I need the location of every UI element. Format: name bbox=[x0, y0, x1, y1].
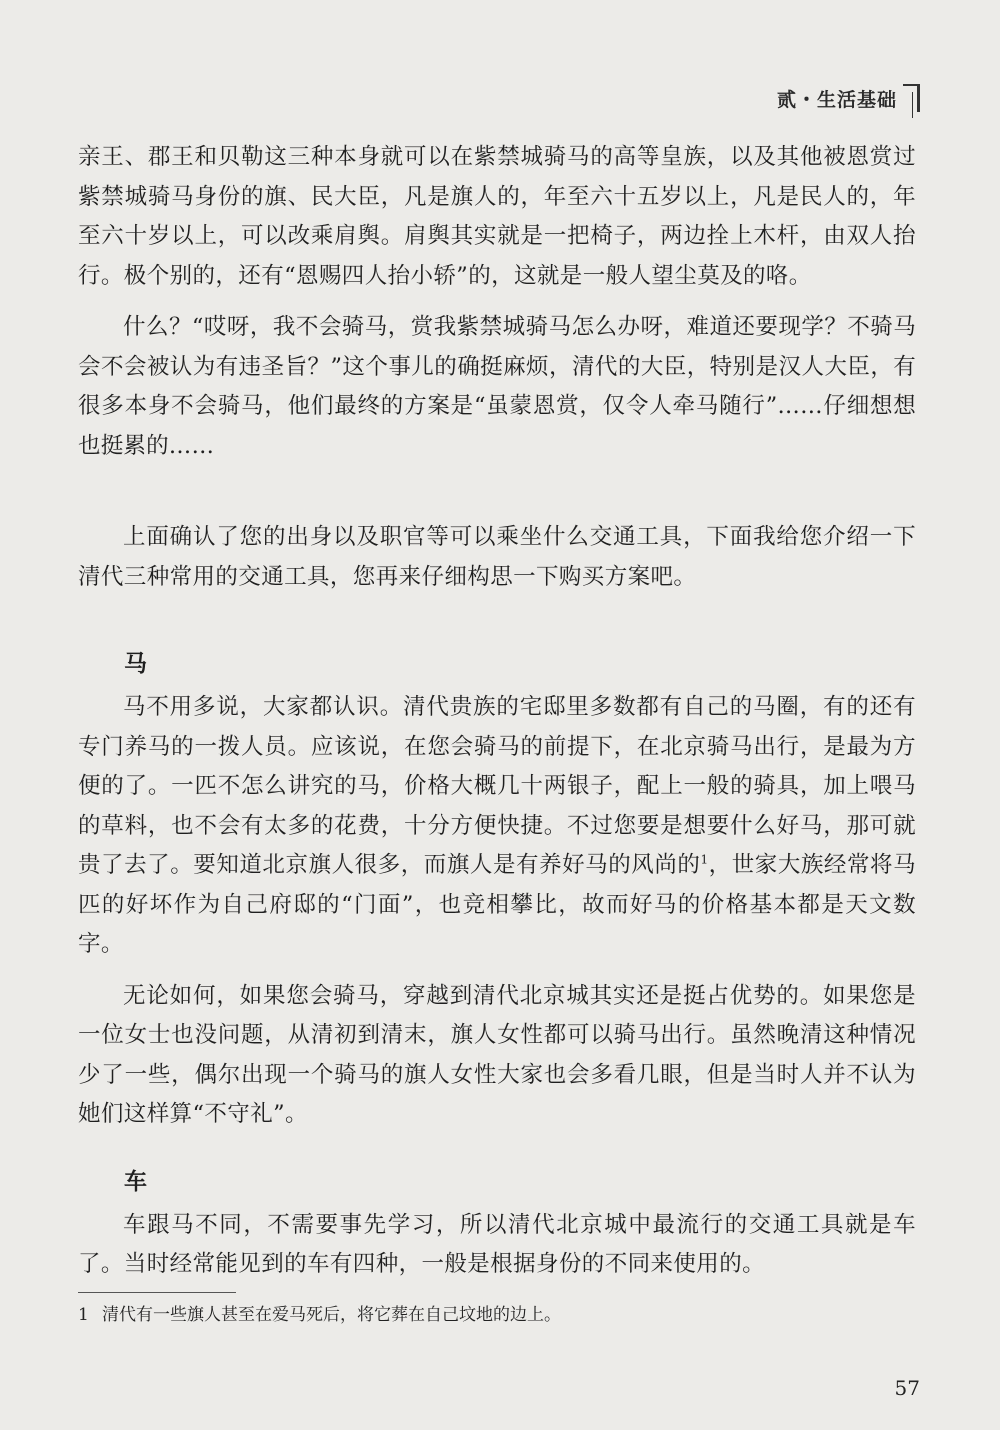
paragraph-cart-1: 车跟马不同，不需要事先学习，所以清代北京城中最流行的交通工具就是车了。当时经常能见到的车有四种，一般是根据身份的不同来使用的。 bbox=[78, 1211, 916, 1277]
footnote-number: 1 bbox=[78, 1305, 89, 1325]
main-text bbox=[78, 138, 916, 1285]
section-heading-horse: 马 bbox=[124, 651, 147, 677]
chapter-title: 贰・生活基础 bbox=[776, 88, 897, 111]
paragraph-riding-problem: 什么？“哎呀，我不会骑马，赏我紫禁城骑马怎么办呀，难道还要现学？不骑马会不会被认为有违圣旨？”这个事儿的确挺麻烦，清代的大臣，特别是汉人大臣，有很多本身不会骑马，他们最终的方案是“虽蒙恩赏，仅令人牵马随行”……仔细想想也挺累的…… bbox=[78, 314, 916, 459]
footnote bbox=[78, 1302, 918, 1328]
paragraph-transport-intro: 上面确认了您的出身以及职官等可以乘坐什么交通工具，下面我给您介绍一下清代三种常用的交通工具，您再来仔细构思一下购买方案吧。 bbox=[78, 524, 916, 590]
running-header bbox=[777, 84, 920, 112]
footnote-divider bbox=[78, 1292, 236, 1293]
horse-text-b: ，世家大族经常将马匹的好坏作为自己府邸的“门面”，也竞相攀比，故而好马的价格基本都是天文数字。 bbox=[78, 852, 916, 957]
footnote-text: 清代有一些旗人甚至在爱马死后，将它葬在自己坟地的边上。 bbox=[102, 1305, 561, 1325]
header-bracket-icon bbox=[903, 84, 920, 112]
paragraph-horse-2: 无论如何，如果您会骑马，穿越到清代北京城其实还是挺占优势的。如果您是一位女士也没问题，从清初到清末，旗人女性都可以骑马出行。虽然晚清这种情况少了一些，偶尔出现一个骑马的旗人女性大家也会多看几眼，但是当时人并不认为她们这样算“不守礼”。 bbox=[78, 982, 916, 1127]
paragraph-jianyu: 亲王、郡王和贝勒这三种本身就可以在紫禁城骑马的高等皇族，以及其他被恩赏过紫禁城骑马身份的旗、民大臣，凡是旗人的，年至六十五岁以上，凡是民人的，年至六十岁以上，可以改乘肩舆。肩舆其实就是一把椅子，两边拴上木杆，由双人抬行。极个别的，还有“恩赐四人抬小轿”的，这就是一般人望尘莫及的咯。 bbox=[78, 144, 916, 289]
page-number: 57 bbox=[894, 1376, 920, 1400]
horse-text-a: 马不用多说，大家都认识。清代贵族的宅邸里多数都有自己的马圈，有的还有专门养马的一拨人员。应该说，在您会骑马的前提下，在北京骑马出行，是最为方便的了。一匹不怎么讲究的马，价格大概几十两银子，配上一般的骑具，加上喂马的草料，也不会有太多的花费，十分方便快捷。不过您要是想要什么好马，那可就贵了去了。要知道北京旗人很多，而旗人是有养好马的风尚的 bbox=[78, 694, 916, 878]
section-heading-cart: 车 bbox=[124, 1168, 147, 1195]
footnote-ref[interactable]: 1 bbox=[700, 852, 709, 867]
paragraph-horse-1 bbox=[78, 688, 916, 965]
